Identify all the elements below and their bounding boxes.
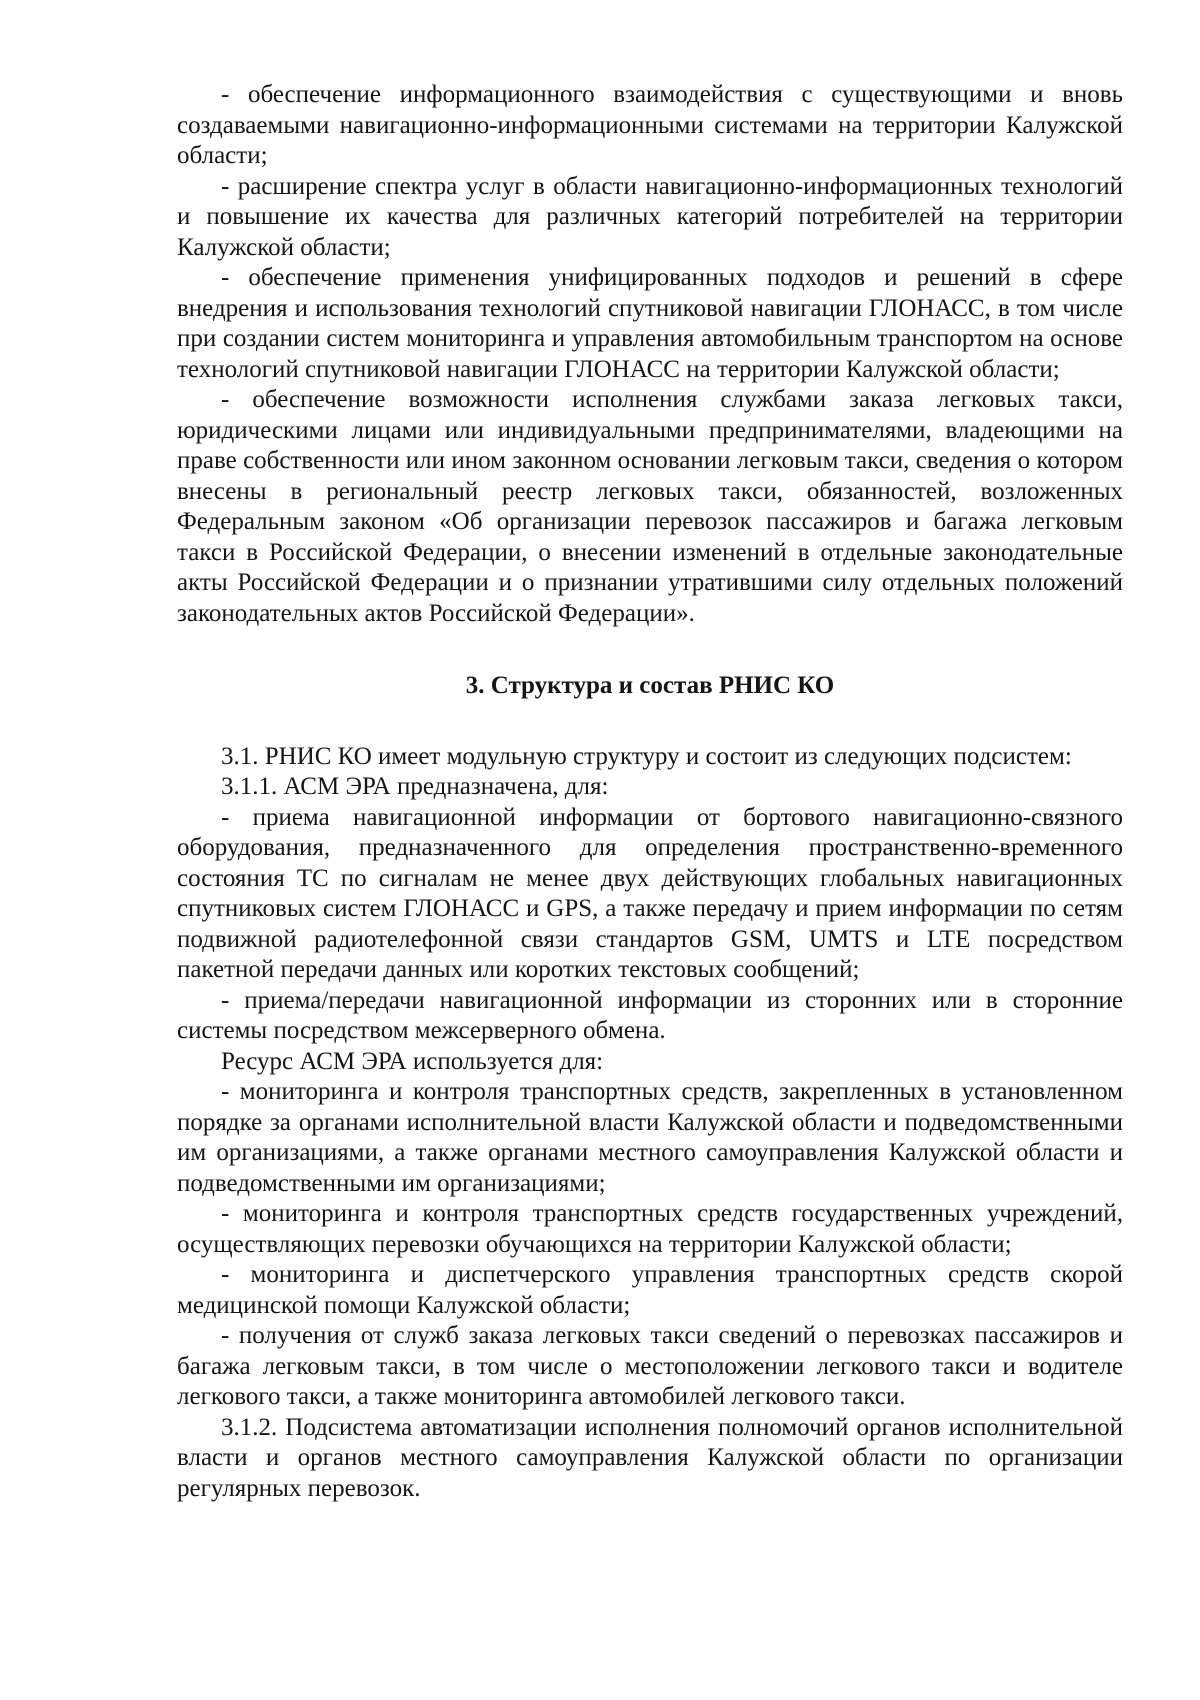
paragraph: 3.1. РНИС КО имеет модульную структуру и состоит из следующих подсистем: <box>221 742 1072 770</box>
paragraph: - обеспечение информационного взаимодействия с существующими и вновь создаваемыми навигационно-информационными системами на территории Калужской области; <box>177 81 1123 169</box>
paragraph: - мониторинга и диспетчерского управления транспортных средств скорой медицинской помощи Калужской области; <box>177 1261 1123 1319</box>
paragraph: - мониторинга и контроля транспортных средств государственных учреждений, осуществляющих перевозки обучающихся на территории Калужской области; <box>177 1200 1123 1258</box>
paragraph: - мониторинга и контроля транспортных средств, закрепленных в установленном порядке за органами исполнительной власти Калужской области и подведомственными им организациями, а также органами местного самоуправления Калужской области и подведомственными им организациями; <box>177 1078 1123 1197</box>
paragraph: - получения от служб заказа легковых такси сведений о перевозках пассажиров и багажа легковым такси, в том числе о местоположении легкового такси и водителе легкового такси, а также мониторинга автомобилей легкового такси. <box>177 1322 1123 1410</box>
paragraph: - обеспечение применения унифицированных подходов и решений в сфере внедрения и использования технологий спутниковой навигации ГЛОНАСС, в том числе при создании систем мониторинга и управления автомобильным транспортом на основе технологий спутниковой навигации ГЛОНАСС на территории Калужской области; <box>177 264 1123 383</box>
paragraph: - приема навигационной информации от бортового навигационно-связного оборудования, предназначенного для определения пространственно-временного состояния ТС по сигналам не менее двух действующих глобальных навигационных спутниковых систем ГЛОНАСС и GPS, а также передачу и прием информации по сетям подвижной радиотелефонной связи стандартов GSM, UMTS и LTE посредством пакетной передачи данных или коротких текстовых сообщений; <box>177 803 1123 983</box>
section-heading: 3. Структура и состав РНИС КО <box>465 672 835 699</box>
paragraph: Ресурс АСМ ЭРА используется для: <box>221 1047 604 1075</box>
paragraph: 3.1.1. АСМ ЭРА предназначена, для: <box>221 773 609 800</box>
paragraph: - приема/передачи навигационной информации из сторонних или в сторонние системы посредством межсерверного обмена. <box>177 986 1123 1044</box>
paragraph: 3.1.2. Подсистема автоматизации исполнения полномочий органов исполнительной власти и органов местного самоуправления Калужской области по организации регулярных перевозок. <box>177 1413 1123 1502</box>
paragraph: - расширение спектра услуг в области навигационно-информационных технологий и повышение их качества для различных категорий потребителей на территории Калужской области; <box>177 172 1123 261</box>
document-page <box>177 80 1123 1504</box>
paragraph: - обеспечение возможности исполнения службами заказа легковых такси, юридическими лицами или индивидуальными предпринимателями, владеющими на праве собственности или ином законном основании легковым такси, сведения о котором внесены в региональный реестр легковых такси, обязанностей, возложенных Федеральным законом «Об организации перевозок пассажиров и багажа легковым такси в Российской Федерации, о внесении изменений в отдельные законодательные акты Российской Федерации и о признании утратившими силу отдельных положений законодательных актов Российской Федерации». <box>177 386 1123 627</box>
